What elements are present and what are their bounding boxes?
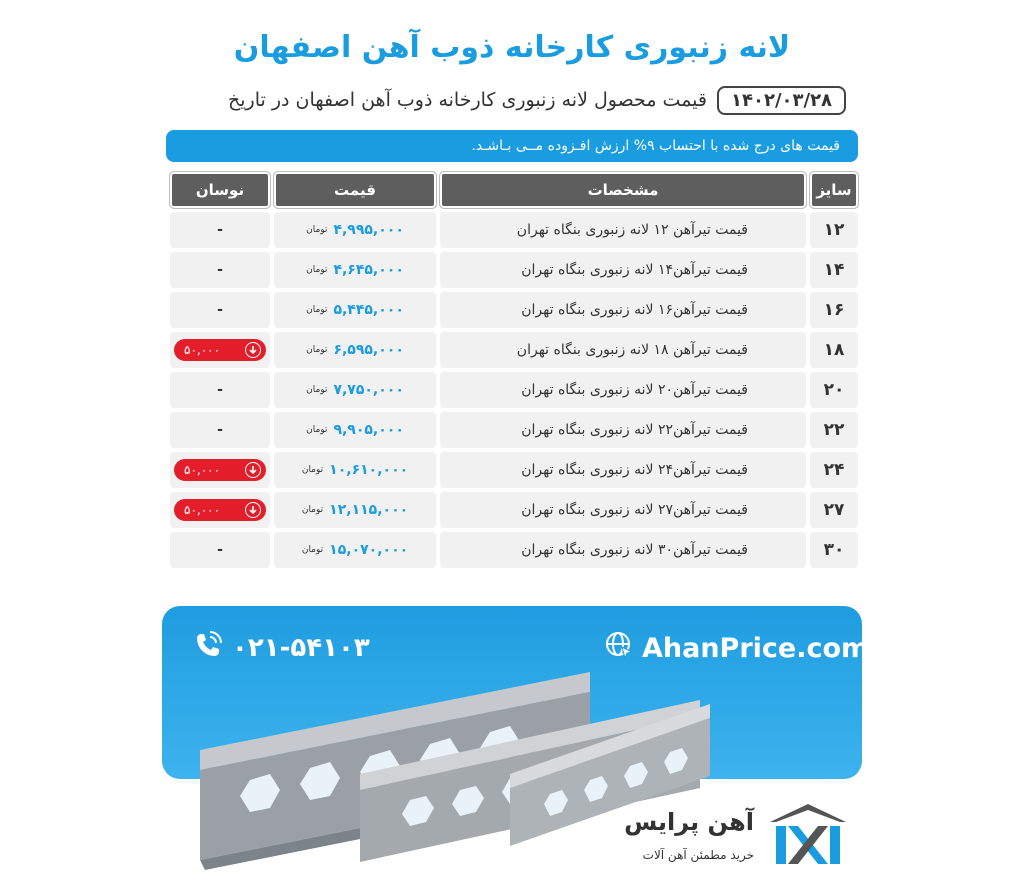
- table-row: [166, 372, 858, 408]
- change-cell: [170, 492, 270, 528]
- price-value: ۱۲,۱۱۵,۰۰۰: [329, 502, 409, 518]
- brand-logo: [624, 802, 852, 872]
- price-change-badge: [174, 459, 266, 481]
- globe-cursor-icon: [604, 630, 634, 667]
- no-change: -: [217, 542, 223, 558]
- spec-cell: قیمت تیرآهن۱۴ لانه زنبوری بنگاه تهران: [440, 252, 806, 288]
- phone-icon: [192, 629, 224, 668]
- price-value: ۴,۹۹۵,۰۰۰: [333, 222, 404, 238]
- change-cell: [170, 252, 270, 288]
- change-value: ۵۰,۰۰۰: [184, 343, 221, 357]
- price-change-badge: [174, 339, 266, 361]
- price-unit: تومان: [306, 305, 328, 315]
- change-value: ۵۰,۰۰۰: [184, 503, 221, 517]
- header-price: قیمت: [274, 172, 436, 208]
- price-value: ۷,۷۵۰,۰۰۰: [333, 382, 404, 398]
- price-value: ۱۰,۶۱۰,۰۰۰: [329, 462, 409, 478]
- table-body: [166, 212, 858, 568]
- size-cell: ۲۰: [810, 372, 858, 408]
- size-cell: ۱۴: [810, 252, 858, 288]
- website-link[interactable]: [604, 630, 869, 666]
- size-cell: ۱۲: [810, 212, 858, 248]
- price-cell: [274, 452, 436, 488]
- price-value: ۱۵,۰۷۰,۰۰۰: [329, 542, 409, 558]
- header-size: سایز: [810, 172, 858, 208]
- price-cell: [274, 412, 436, 448]
- table-row: [166, 532, 858, 568]
- spec-cell: قیمت تیرآهن۱۶ لانه زنبوری بنگاه تهران: [440, 292, 806, 328]
- size-cell: ۱۸: [810, 332, 858, 368]
- price-value: ۵,۴۴۵,۰۰۰: [333, 302, 404, 318]
- price-change-badge: [174, 499, 266, 521]
- table-row: [166, 492, 858, 528]
- arrow-down-icon: [245, 342, 261, 358]
- size-cell: ۲۷: [810, 492, 858, 528]
- price-cell: [274, 212, 436, 248]
- table-row: [166, 452, 858, 488]
- logo-mark-icon: [764, 802, 852, 866]
- page-title: لانه زنبوری کارخانه ذوب آهن اصفهان: [233, 30, 791, 65]
- size-cell: ۲۲: [810, 412, 858, 448]
- price-unit: تومان: [301, 545, 324, 555]
- price-cell: [274, 532, 436, 568]
- vat-note: قیمت های درج شده با احتساب ۹% ارزش افـزوده مــی بـاشـد.: [166, 130, 858, 162]
- arrow-down-icon: [245, 502, 261, 518]
- price-unit: تومان: [306, 425, 328, 435]
- phone-number: ۰۲۱-۵۴۱۰۳: [232, 633, 370, 663]
- subtitle-text: قیمت محصول لانه زنبوری کارخانه ذوب آهن اصفهان در تاریخ: [228, 89, 707, 111]
- change-cell: [170, 532, 270, 568]
- spec-cell: قیمت تیرآهن۲۷ لانه زنبوری بنگاه تهران: [440, 492, 806, 528]
- logo-tagline: خرید مطمئن آهن آلات: [642, 848, 754, 862]
- table-row: [166, 252, 858, 288]
- subtitle: [228, 84, 833, 116]
- date-badge: ۱۴۰۲/۰۳/۲۸: [717, 86, 846, 115]
- spec-cell: قیمت تیرآهن۲۲ لانه زنبوری بنگاه تهران: [440, 412, 806, 448]
- price-value: ۶,۵۹۵,۰۰۰: [333, 342, 404, 358]
- change-cell: [170, 452, 270, 488]
- size-cell: ۲۴: [810, 452, 858, 488]
- table-header: [166, 172, 858, 208]
- spec-cell: قیمت تیرآهن۲۴ لانه زنبوری بنگاه تهران: [440, 452, 806, 488]
- spec-cell: قیمت تیرآهن ۱۸ لانه زنبوری بنگاه تهران: [440, 332, 806, 368]
- price-value: ۴,۶۴۵,۰۰۰: [333, 262, 404, 278]
- price-cell: [274, 252, 436, 288]
- price-unit: تومان: [306, 265, 328, 275]
- change-cell: [170, 212, 270, 248]
- price-unit: تومان: [306, 385, 328, 395]
- arrow-down-icon: [245, 462, 261, 478]
- change-cell: [170, 332, 270, 368]
- header-change: نوسان: [170, 172, 270, 208]
- no-change: -: [217, 422, 223, 438]
- phone-contact[interactable]: [192, 630, 370, 666]
- price-unit: تومان: [301, 465, 324, 475]
- price-cell: [274, 292, 436, 328]
- table-row: [166, 292, 858, 328]
- no-change: -: [217, 262, 223, 278]
- price-cell: [274, 492, 436, 528]
- website-text: AhanPrice.com: [642, 632, 870, 664]
- price-unit: تومان: [306, 345, 328, 355]
- spec-cell: قیمت تیرآهن۲۰ لانه زنبوری بنگاه تهران: [440, 372, 806, 408]
- no-change: -: [217, 222, 223, 238]
- change-cell: [170, 292, 270, 328]
- no-change: -: [217, 302, 223, 318]
- table-row: [166, 412, 858, 448]
- price-value: ۹,۹۰۵,۰۰۰: [333, 422, 404, 438]
- change-value: ۵۰,۰۰۰: [184, 463, 221, 477]
- price-cell: [274, 332, 436, 368]
- spec-cell: قیمت تیرآهن ۱۲ لانه زنبوری بنگاه تهران: [440, 212, 806, 248]
- price-cell: [274, 372, 436, 408]
- size-cell: ۱۶: [810, 292, 858, 328]
- no-change: -: [217, 382, 223, 398]
- table-row: [166, 212, 858, 248]
- price-unit: تومان: [306, 225, 328, 235]
- change-cell: [170, 372, 270, 408]
- table-row: [166, 332, 858, 368]
- price-table: [166, 172, 858, 572]
- header-spec: مشخصات: [440, 172, 806, 208]
- price-unit: تومان: [301, 505, 324, 515]
- change-cell: [170, 412, 270, 448]
- size-cell: ۳۰: [810, 532, 858, 568]
- spec-cell: قیمت تیرآهن۳۰ لانه زنبوری بنگاه تهران: [440, 532, 806, 568]
- logo-name: آهن پرایس: [624, 808, 754, 836]
